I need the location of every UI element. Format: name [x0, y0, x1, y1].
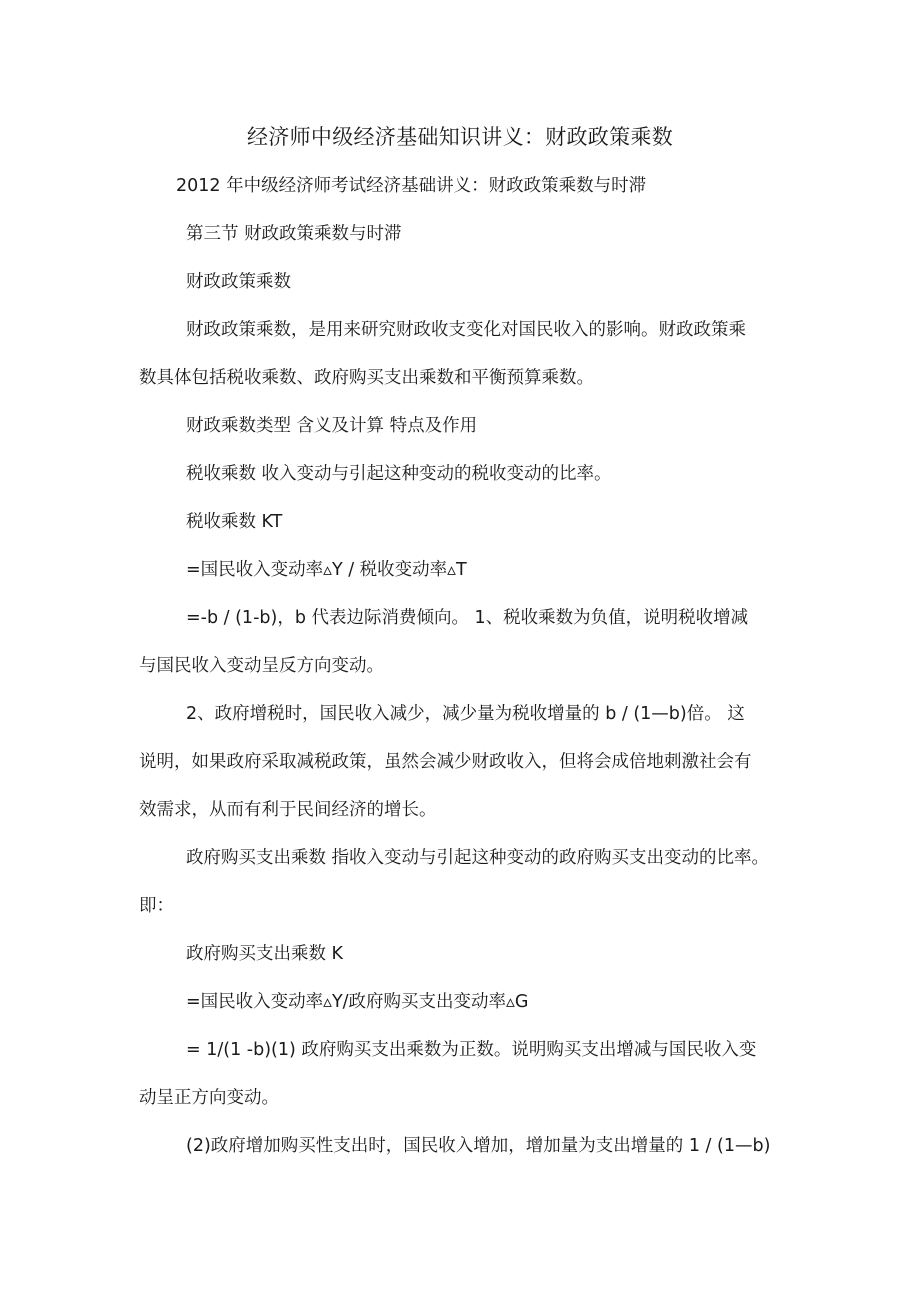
table-header-line: 财政乘数类型 含义及计算 特点及作用 [186, 416, 478, 436]
subtitle-line: 2012 年中级经济师考试经济基础讲义：财政政策乘数与时滞 [176, 176, 647, 196]
paragraph-line: =-b / (1-b)，b 代表边际消费倾向。 1、税收乘数为负值，说明税收增减 [186, 608, 749, 628]
formula-line: =国民收入变动率▵Y / 税收变动率▵T [186, 560, 467, 580]
formula-line: 税收乘数 KT [186, 512, 283, 532]
paragraph-line: 税收乘数 收入变动与引起这种变动的税收变动的比率。 [186, 464, 612, 484]
paragraph-line: 即： [139, 896, 174, 916]
formula-line: 政府购买支出乘数 K [186, 944, 344, 964]
paragraph-line: 动呈正方向变动。 [139, 1088, 279, 1108]
formula-line: =国民收入变动率▵Y/政府购买支出变动率▵G [186, 992, 529, 1012]
paragraph-line: 政府购买支出乘数 指收入变动与引起这种变动的政府购买支出变动的比率。 [186, 848, 770, 868]
paragraph-line: = 1/(1 -b)(1) 政府购买支出乘数为正数。说明购买支出增减与国民收入变 [186, 1040, 757, 1060]
paragraph-line: 数具体包括税收乘数、政府购买支出乘数和平衡预算乘数。 [139, 368, 594, 388]
paragraph-line: 2、政府增税时，国民收入减少，减少量为税收增量的 b / (1—b)倍。 这 [186, 704, 745, 724]
paragraph-line: 效需求，从而有利于民间经济的增长。 [139, 800, 437, 820]
paragraph-line: (2)政府增加购买性支出时，国民收入增加，增加量为支出增量的 1 / (1—b) [186, 1136, 771, 1156]
paragraph-line: 说明，如果政府采取减税政策，虽然会减少财政收入，但将会成倍地刺激社会有 [139, 752, 752, 772]
paragraph-line: 财政政策乘数，是用来研究财政收支变化对国民收入的影响。财政政策乘 [186, 320, 746, 340]
paragraph-line: 与国民收入变动呈反方向变动。 [139, 656, 384, 676]
document-title: 经济师中级经济基础知识讲义：财政政策乘数 [247, 125, 673, 149]
section-heading: 第三节 财政政策乘数与时滞 [186, 224, 402, 244]
subsection-heading: 财政政策乘数 [186, 272, 291, 292]
